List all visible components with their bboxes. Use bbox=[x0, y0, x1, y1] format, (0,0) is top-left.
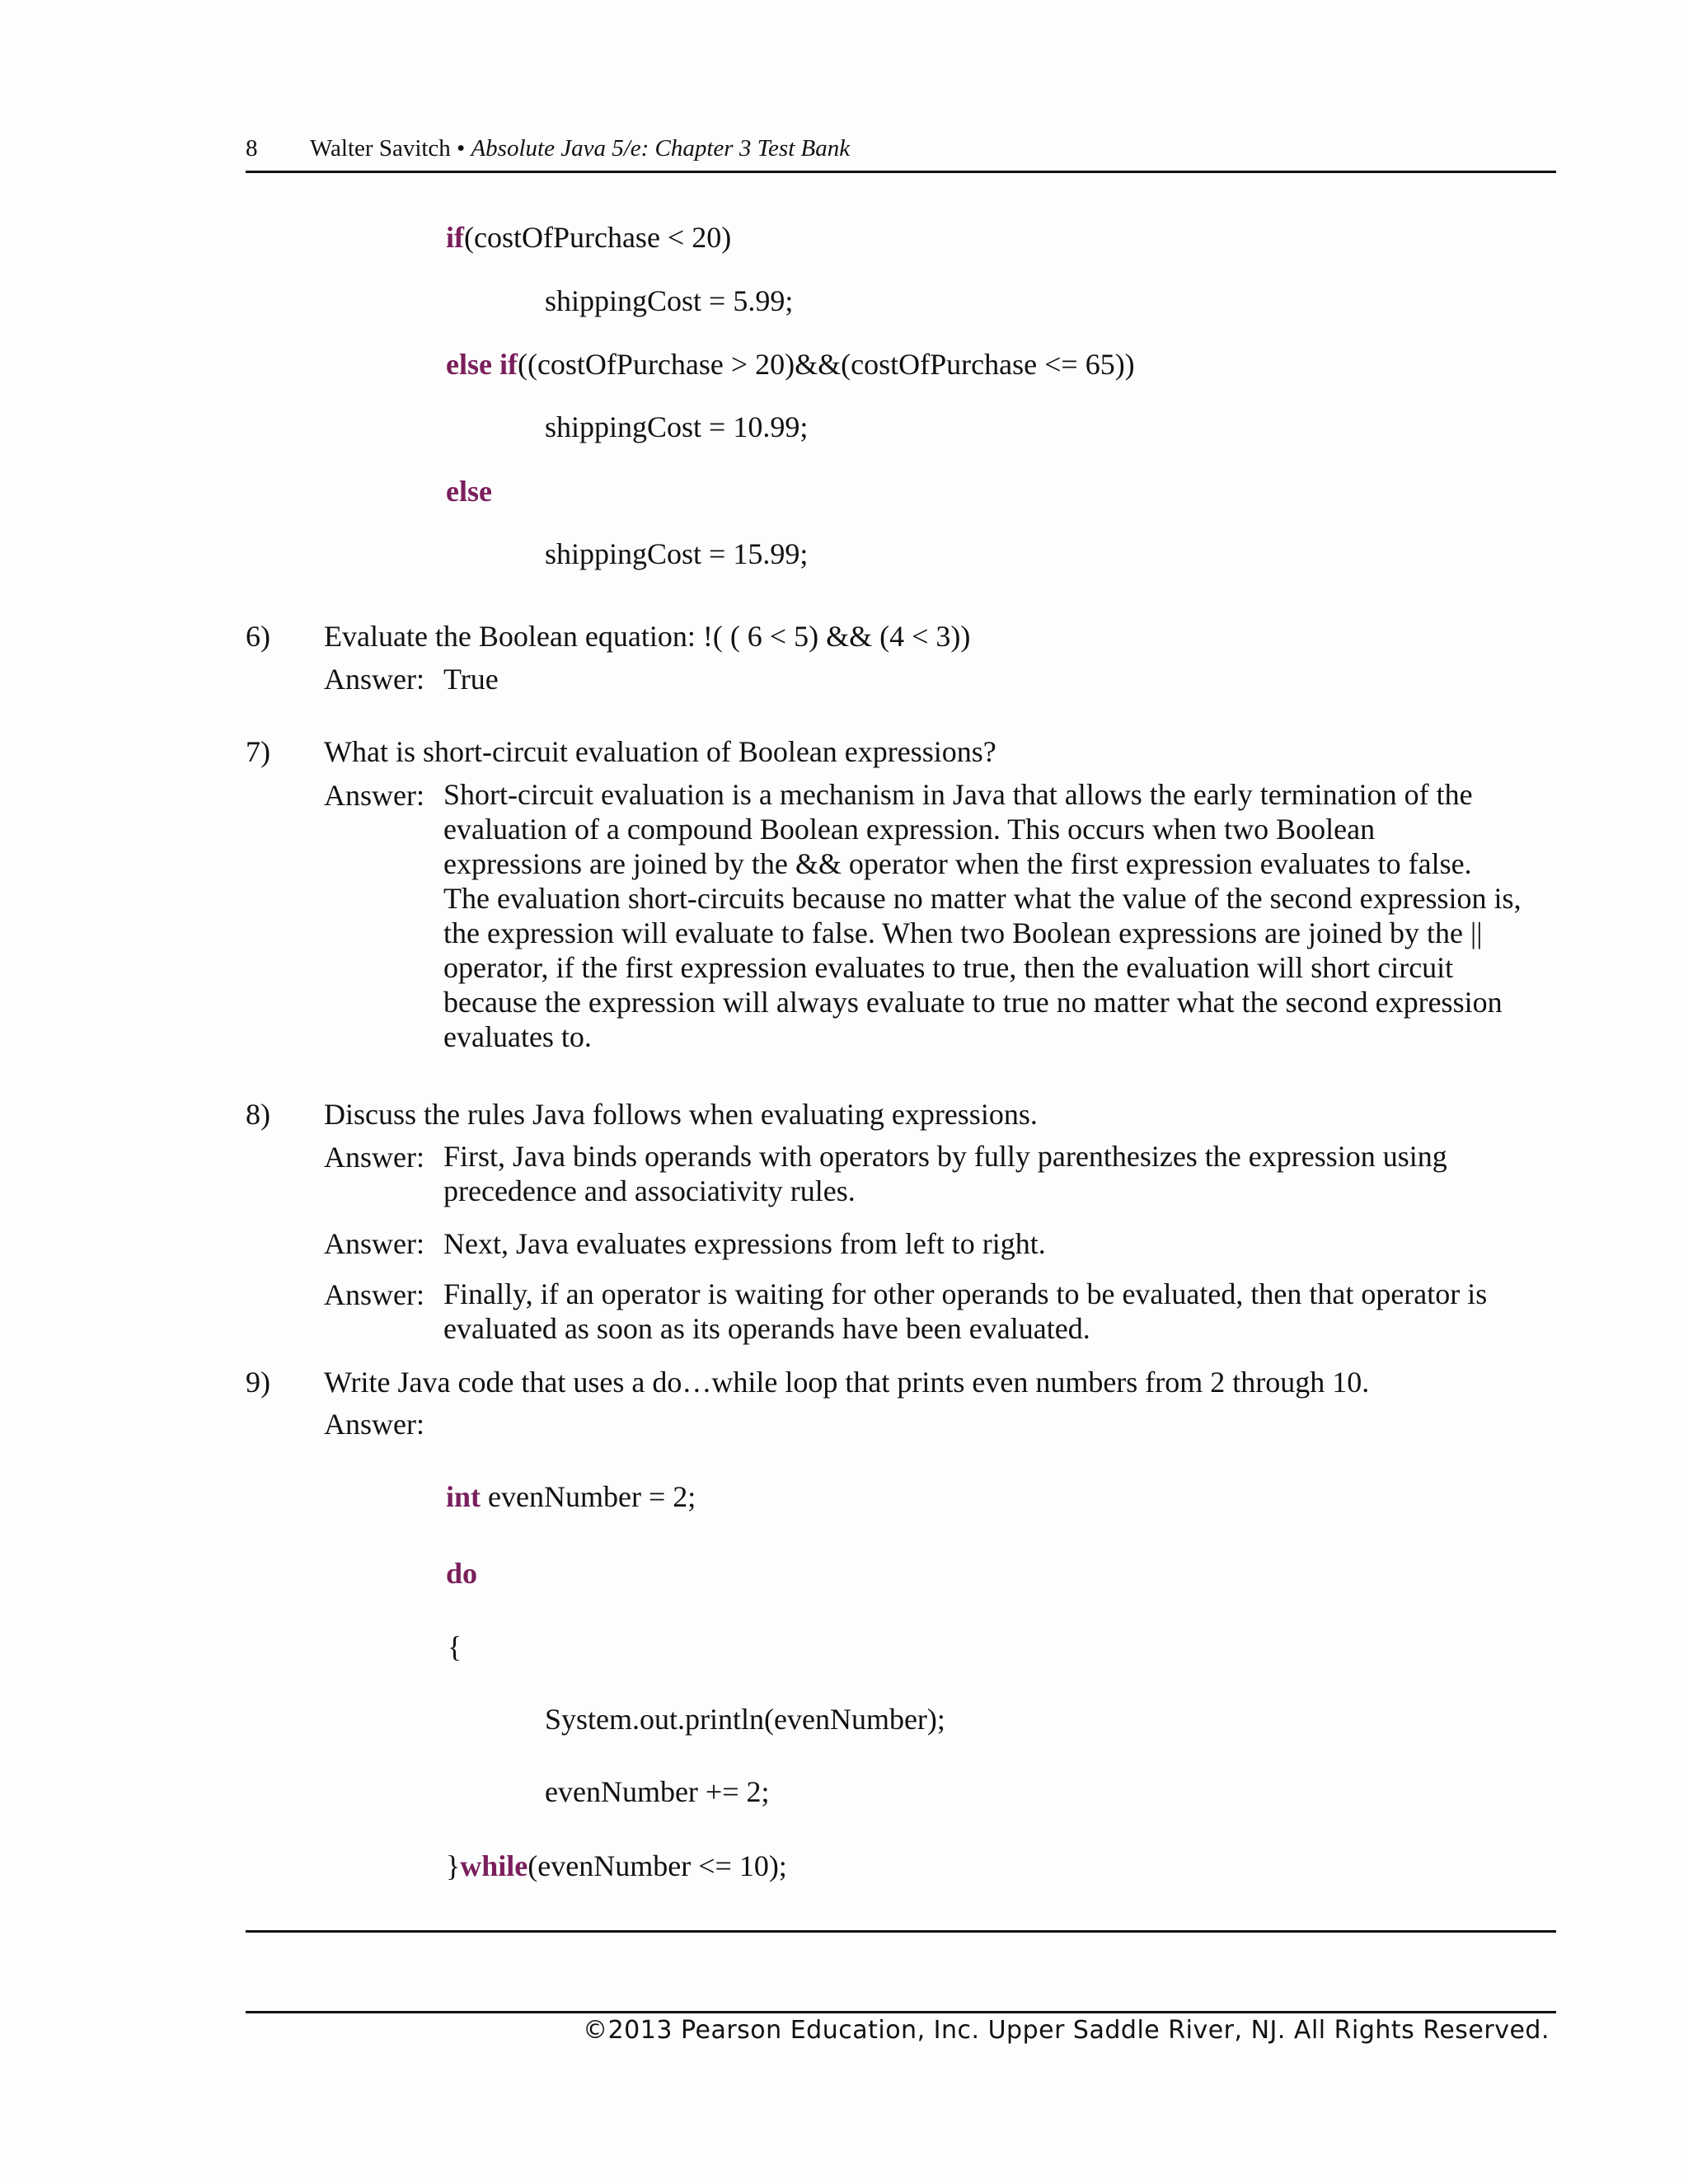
header-rule bbox=[246, 171, 1556, 173]
code-line-shipping-3: shippingCost = 15.99; bbox=[545, 537, 809, 570]
question-number: 8) bbox=[246, 1098, 270, 1131]
code-line-shipping-2: shippingCost = 10.99; bbox=[545, 410, 809, 443]
code-line-open-brace: { bbox=[448, 1630, 462, 1663]
question-text: Discuss the rules Java follows when evaluating expressions. bbox=[324, 1098, 1038, 1131]
answer-line: Short-circuit evaluation is a mechanism in Java that allows the early termination of the bbox=[443, 778, 1473, 811]
answer-text: Next, Java evaluates expressions from left to right. bbox=[443, 1227, 1046, 1260]
code-line-int bbox=[446, 1479, 696, 1515]
answer-line: evaluated as soon as its operands have been evaluated. bbox=[443, 1312, 1090, 1345]
question-number: 6) bbox=[246, 620, 270, 653]
answer-line: the expression will evaluate to false. When two Boolean expressions are joined by the || bbox=[443, 916, 1483, 949]
answer-label: Answer: bbox=[324, 1141, 424, 1174]
code-text: evenNumber = 2; bbox=[481, 1480, 696, 1513]
question-text: Evaluate the Boolean equation: !( ( 6 < 5) && (4 < 3)) bbox=[324, 620, 971, 653]
answer-line: evaluates to. bbox=[443, 1020, 592, 1053]
answer-label: Answer: bbox=[324, 779, 424, 812]
code-line-if bbox=[446, 219, 731, 255]
keyword-while: while bbox=[460, 1849, 528, 1882]
code-line-do bbox=[446, 1555, 477, 1591]
answer-line: Finally, if an operator is waiting for other operands to be evaluated, then that operator is bbox=[443, 1277, 1488, 1310]
question-text: What is short-circuit evaluation of Boolean expressions? bbox=[324, 735, 996, 768]
running-title bbox=[310, 134, 850, 163]
content-end-rule bbox=[246, 1930, 1556, 1933]
answer-line: operator, if the first expression evaluates to true, then the evaluation will short circuit bbox=[443, 951, 1454, 984]
keyword-int: int bbox=[446, 1480, 481, 1513]
code-line-while bbox=[446, 1848, 787, 1884]
answer-paragraph bbox=[443, 1277, 1548, 1346]
bullet-separator: • bbox=[457, 135, 466, 162]
code-text: (evenNumber <= 10); bbox=[528, 1849, 787, 1882]
question-number: 7) bbox=[246, 735, 270, 768]
page-number: 8 bbox=[246, 135, 258, 162]
answer-paragraph bbox=[443, 777, 1548, 1054]
answer-paragraph bbox=[443, 1139, 1548, 1208]
book-title: Absolute Java 5/e: Chapter 3 Test Bank bbox=[471, 135, 851, 162]
answer-label: Answer: bbox=[324, 1278, 424, 1311]
answer-label: Answer: bbox=[324, 663, 424, 696]
code-text: ((costOfPurchase > 20)&&(costOfPurchase <= 65)) bbox=[517, 348, 1135, 381]
keyword-do: do bbox=[446, 1557, 478, 1590]
answer-text: True bbox=[443, 663, 499, 696]
question-text: Write Java code that uses a do…while loop that prints even numbers from 2 through 10. bbox=[324, 1366, 1370, 1399]
author-name: Walter Savitch bbox=[310, 135, 451, 162]
code-line-increment: evenNumber += 2; bbox=[545, 1775, 770, 1808]
answer-line: because the expression will always evaluate to true no matter what the second expression bbox=[443, 986, 1503, 1019]
code-line-println: System.out.println(evenNumber); bbox=[545, 1703, 945, 1736]
answer-line: The evaluation short-circuits because no matter what the value of the second expression is, bbox=[443, 882, 1522, 915]
answer-line: precedence and associativity rules. bbox=[443, 1174, 856, 1207]
answer-line: First, Java binds operands with operators by fully parenthesizes the expression using bbox=[443, 1140, 1447, 1173]
answer-line: evaluation of a compound Boolean expression. This occurs when two Boolean bbox=[443, 813, 1376, 846]
keyword-else: else bbox=[446, 475, 492, 508]
code-text: } bbox=[446, 1849, 461, 1882]
code-text: (costOfPurchase < 20) bbox=[464, 221, 732, 254]
code-line-else-if bbox=[446, 346, 1135, 382]
answer-label: Answer: bbox=[324, 1227, 424, 1260]
answer-line: expressions are joined by the && operator when the first expression evaluates to false. bbox=[443, 847, 1472, 880]
footer-rule bbox=[246, 2011, 1556, 2013]
code-line-else bbox=[446, 473, 492, 509]
keyword-if: if bbox=[446, 221, 464, 254]
keyword-else-if: else if bbox=[446, 348, 518, 381]
answer-label: Answer: bbox=[324, 1408, 424, 1441]
code-line-shipping-1: shippingCost = 5.99; bbox=[545, 284, 794, 317]
copyright-footer: ©2013 Pearson Education, Inc. Upper Saddle River, NJ. All Rights Reserved. bbox=[583, 2016, 1550, 2045]
question-number: 9) bbox=[246, 1366, 270, 1399]
